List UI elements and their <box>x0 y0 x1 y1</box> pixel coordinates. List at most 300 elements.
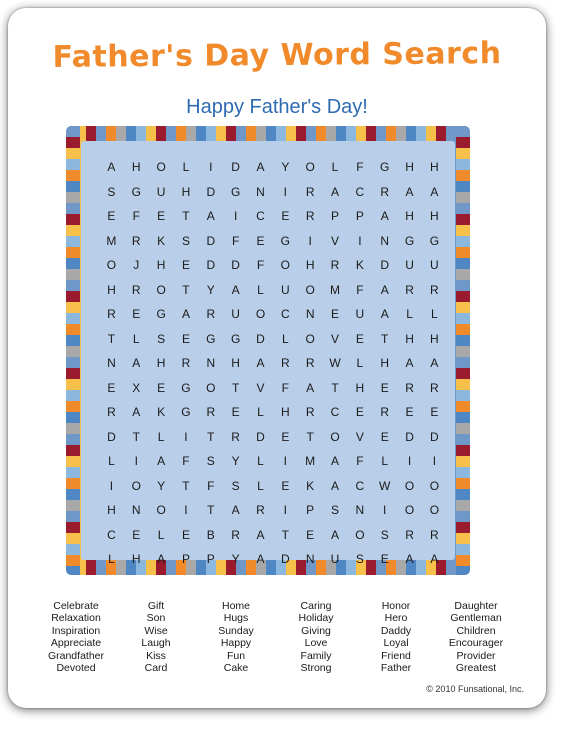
grid-letter: I <box>233 209 238 224</box>
word-item: Grandfather <box>47 649 105 662</box>
grid-letter: L <box>281 331 289 346</box>
grid-letter: V <box>355 429 364 444</box>
grid-letter: O <box>131 478 141 493</box>
grid-letter: T <box>207 503 215 518</box>
grid-letter: E <box>281 478 290 493</box>
word-item: Children <box>456 624 496 637</box>
grid-letter: I <box>283 184 287 199</box>
word-item: Friend <box>381 649 411 662</box>
grid-letter: A <box>430 356 439 371</box>
word-item: Card <box>144 662 168 675</box>
grid-letter: E <box>181 527 190 542</box>
grid-letter: L <box>431 307 438 322</box>
subtitle: Happy Father's Day! <box>186 96 368 118</box>
grid-letter: W <box>329 356 341 371</box>
grid-letter: E <box>331 307 340 322</box>
grid-letter: T <box>107 331 116 346</box>
grid-letter: P <box>355 209 364 224</box>
grid-row <box>99 327 447 352</box>
grid-row <box>99 400 447 425</box>
grid-letter: F <box>256 258 265 273</box>
grid-letter: A <box>132 405 141 420</box>
word-item: Gentleman <box>450 612 502 625</box>
grid-row <box>99 498 447 523</box>
word-item: Love <box>304 637 328 650</box>
grid-letter: I <box>308 233 312 248</box>
grid-letter: E <box>380 552 389 567</box>
grid-letter: C <box>280 307 290 322</box>
word-item: Daughter <box>454 600 498 612</box>
grid-letter: T <box>381 331 389 346</box>
grid-letter: G <box>280 233 290 248</box>
grid-letter: R <box>131 282 141 297</box>
grid-letter: D <box>231 160 240 175</box>
grid-letter: L <box>132 331 140 346</box>
grid-letter: R <box>231 527 240 542</box>
grid-letter: C <box>256 209 265 224</box>
grid-letter: O <box>355 527 365 542</box>
grid-letter: U <box>231 307 240 322</box>
grid-letter: D <box>405 429 414 444</box>
letter-grid <box>99 155 447 572</box>
grid-letter: E <box>430 405 439 420</box>
grid-letter: V <box>256 380 265 395</box>
grid-letter: G <box>404 233 415 248</box>
grid-letter: P <box>306 503 315 518</box>
grid-letter: E <box>107 380 116 395</box>
grid-letter: C <box>107 527 116 542</box>
grid-letter: H <box>355 380 365 395</box>
grid-letter: O <box>429 503 440 518</box>
grid-row <box>99 351 447 376</box>
grid-letter: H <box>380 356 390 371</box>
grid-letter: L <box>182 160 190 175</box>
grid-letter: L <box>257 282 264 297</box>
grid-letter: S <box>157 331 166 346</box>
word-item: Caring <box>300 600 332 612</box>
grid-letter: T <box>231 380 240 395</box>
grid-letter: L <box>356 356 364 371</box>
grid-letter: S <box>107 184 116 199</box>
grid-letter: B <box>206 527 215 542</box>
grid-letter: N <box>131 503 141 518</box>
word-item: Inspiration <box>51 624 101 637</box>
grid-letter: M <box>305 454 316 469</box>
word-column <box>196 600 276 674</box>
grid-letter: A <box>206 209 215 224</box>
grid-letter: O <box>156 160 166 175</box>
grid-letter: M <box>330 282 341 297</box>
word-list <box>36 600 516 674</box>
word-item: Cake <box>223 662 249 675</box>
grid-letter: E <box>231 405 240 420</box>
grid-letter: R <box>305 356 315 371</box>
grid-letter: V <box>331 233 340 248</box>
grid-letter: A <box>132 356 141 371</box>
grid-letter: T <box>281 527 289 542</box>
grid-letter: O <box>404 503 415 518</box>
grid-letter: G <box>206 331 216 346</box>
word-item: Strong <box>300 662 332 675</box>
grid-letter: S <box>355 552 364 567</box>
grid-letter: I <box>283 454 287 469</box>
grid-letter: L <box>157 527 165 542</box>
grid-letter: H <box>430 160 439 175</box>
grid-letter: T <box>331 380 339 395</box>
grid-letter: A <box>231 282 240 297</box>
word-item: Holiday <box>298 612 334 625</box>
grid-letter: F <box>356 454 364 469</box>
grid-letter: T <box>132 429 140 444</box>
grid-letter: O <box>404 478 415 493</box>
word-item: Fun <box>226 649 246 662</box>
word-item: Sunday <box>218 624 254 637</box>
grid-letter: H <box>107 503 116 518</box>
grid-letter: A <box>331 527 340 542</box>
grid-row <box>99 425 447 450</box>
grid-letter: A <box>430 552 439 567</box>
grid-letter: E <box>157 209 166 224</box>
grid-letter: G <box>181 405 191 420</box>
grid-letter: D <box>107 429 116 444</box>
grid-letter: H <box>231 356 240 371</box>
grid-letter: A <box>380 209 389 224</box>
word-item: Daddy <box>380 624 412 637</box>
grid-letter: N <box>305 307 315 322</box>
grid-letter: E <box>355 331 364 346</box>
grid-letter: I <box>358 233 362 248</box>
word-item: Greatest <box>455 662 497 675</box>
grid-letter: A <box>405 356 414 371</box>
grid-letter: H <box>405 331 414 346</box>
grid-letter: O <box>305 160 315 175</box>
grid-row <box>99 376 447 401</box>
grid-letter: H <box>131 552 141 567</box>
grid-letter: F <box>356 160 364 175</box>
grid-letter: H <box>280 405 290 420</box>
grid-letter: A <box>380 282 389 297</box>
word-column <box>36 600 116 674</box>
word-item: Happy <box>220 637 252 650</box>
grid-letter: K <box>355 258 364 273</box>
grid-letter: O <box>429 478 440 493</box>
grid-letter: R <box>206 405 216 420</box>
page-title: Father's Day Word Search <box>52 36 502 75</box>
grid-letter: R <box>380 184 390 199</box>
word-item: Appreciate <box>50 637 102 650</box>
grid-letter: F <box>281 380 289 395</box>
grid-letter: U <box>355 307 365 322</box>
grid-letter: G <box>156 307 166 322</box>
grid-letter: T <box>207 429 215 444</box>
grid-letter: E <box>132 307 141 322</box>
word-item: Loyal <box>383 637 409 650</box>
grid-row <box>99 302 447 327</box>
grid-row <box>99 547 447 572</box>
word-column <box>356 600 436 674</box>
grid-letter: F <box>207 478 215 493</box>
grid-letter: N <box>355 503 365 518</box>
grid-letter: E <box>355 405 364 420</box>
grid-letter: E <box>405 405 414 420</box>
grid-letter: R <box>131 233 141 248</box>
grid-letter: R <box>256 503 265 518</box>
grid-letter: O <box>330 429 340 444</box>
grid-letter: I <box>407 454 412 469</box>
grid-letter: I <box>432 454 437 469</box>
grid-letter: D <box>380 258 390 273</box>
grid-row <box>99 474 447 499</box>
grid-letter: Y <box>231 454 240 469</box>
grid-letter: G <box>131 184 141 199</box>
grid-letter: H <box>430 209 439 224</box>
grid-letter: I <box>109 478 114 493</box>
grid-letter: A <box>157 454 166 469</box>
grid-letter: T <box>182 209 190 224</box>
grid-letter: G <box>230 184 241 199</box>
grid-letter: H <box>156 258 166 273</box>
grid-letter: Y <box>206 282 215 297</box>
grid-letter: L <box>108 552 115 567</box>
grid-letter: H <box>305 258 315 273</box>
grid-letter: E <box>107 209 116 224</box>
grid-letter: F <box>182 454 190 469</box>
grid-letter: D <box>280 552 290 567</box>
grid-letter: H <box>405 160 414 175</box>
grid-letter: C <box>355 478 365 493</box>
word-item: Kiss <box>146 649 166 662</box>
grid-letter: R <box>430 380 439 395</box>
grid-letter: H <box>430 331 439 346</box>
grid-letter: R <box>107 307 116 322</box>
word-item: Devoted <box>56 662 96 675</box>
grid-letter: T <box>182 478 190 493</box>
grid-letter: A <box>430 184 439 199</box>
grid-letter: C <box>330 405 340 420</box>
grid-letter: S <box>231 478 240 493</box>
grid-letter: Y <box>281 160 290 175</box>
grid-letter: Y <box>157 478 166 493</box>
grid-letter: H <box>405 209 414 224</box>
grid-letter: L <box>108 454 115 469</box>
grid-letter: D <box>430 429 439 444</box>
grid-letter: C <box>355 184 365 199</box>
grid-letter: K <box>157 233 166 248</box>
grid-letter: R <box>330 258 340 273</box>
grid-letter: U <box>280 282 290 297</box>
grid-letter: S <box>380 527 389 542</box>
word-column <box>436 600 516 674</box>
grid-letter: A <box>181 307 190 322</box>
grid-letter: E <box>132 527 141 542</box>
word-item: Laugh <box>141 637 171 650</box>
grid-letter: A <box>405 184 414 199</box>
grid-letter: F <box>231 233 240 248</box>
word-item: Hugs <box>223 612 249 625</box>
word-column <box>116 600 196 674</box>
grid-letter: H <box>156 356 166 371</box>
word-item: Celebrate <box>53 600 99 612</box>
grid-row <box>99 204 447 229</box>
grid-letter: G <box>380 160 390 175</box>
grid-letter: D <box>231 258 240 273</box>
grid-letter: I <box>283 503 287 518</box>
grid-letter: E <box>256 233 265 248</box>
grid-letter: L <box>381 454 389 469</box>
grid-letter: E <box>380 380 389 395</box>
grid-letter: J <box>133 258 140 273</box>
grid-letter: D <box>206 184 216 199</box>
word-item: Provider <box>456 649 496 662</box>
grid-row <box>99 155 447 180</box>
grid-letter: N <box>380 233 390 248</box>
word-item: Wise <box>144 624 168 637</box>
grid-letter: P <box>181 552 190 567</box>
grid-letter: K <box>157 405 166 420</box>
grid-letter: O <box>206 380 216 395</box>
grid-letter: L <box>406 307 413 322</box>
grid-letter: U <box>405 258 414 273</box>
grid-letter: K <box>306 478 315 493</box>
grid-letter: S <box>331 503 340 518</box>
grid-letter: O <box>280 258 290 273</box>
grid-row <box>99 278 447 303</box>
grid-row <box>99 523 447 548</box>
word-column <box>276 600 356 674</box>
grid-letter: D <box>256 331 265 346</box>
grid-letter: A <box>331 478 340 493</box>
grid-letter: I <box>184 503 188 518</box>
grid-letter: U <box>330 552 340 567</box>
grid-letter: U <box>156 184 166 199</box>
grid-letter: R <box>430 527 439 542</box>
grid-letter: L <box>257 478 264 493</box>
grid-letter: R <box>380 405 390 420</box>
word-item: Father <box>380 662 412 675</box>
grid-row <box>99 180 447 205</box>
grid-letter: D <box>206 258 216 273</box>
grid-letter: A <box>256 527 265 542</box>
grid-letter: H <box>181 184 191 199</box>
grid-letter: R <box>107 405 116 420</box>
grid-letter: O <box>156 503 166 518</box>
grid-letter: E <box>281 209 290 224</box>
grid-letter: U <box>430 258 439 273</box>
grid-letter: R <box>405 282 414 297</box>
grid-letter: O <box>305 331 315 346</box>
grid-letter: L <box>257 454 264 469</box>
grid-letter: A <box>331 454 340 469</box>
word-item: Hero <box>384 612 408 625</box>
grid-letter: F <box>132 209 140 224</box>
grid-letter: H <box>131 160 141 175</box>
grid-letter: X <box>132 380 141 395</box>
grid-letter: Y <box>231 552 240 567</box>
copyright: © 2010 Funsational, Inc. <box>426 684 524 694</box>
grid-letter: N <box>256 184 265 199</box>
grid-letter: R <box>231 429 240 444</box>
grid-row <box>99 253 447 278</box>
word-item: Gift <box>147 600 165 612</box>
grid-letter: E <box>306 527 315 542</box>
grid-letter: A <box>256 160 265 175</box>
grid-letter: L <box>331 160 339 175</box>
grid-letter: S <box>181 233 190 248</box>
grid-row <box>99 229 447 254</box>
grid-letter: R <box>181 356 191 371</box>
grid-letter: A <box>231 503 240 518</box>
word-item: Honor <box>381 600 411 612</box>
grid-letter: A <box>331 184 340 199</box>
grid-letter: I <box>184 429 188 444</box>
grid-letter: I <box>209 160 213 175</box>
grid-letter: O <box>305 282 315 297</box>
word-item: Relaxation <box>51 612 101 625</box>
grid-letter: L <box>157 429 165 444</box>
grid-letter: R <box>305 184 315 199</box>
grid-letter: T <box>306 429 314 444</box>
grid-letter: N <box>206 356 216 371</box>
grid-letter: E <box>380 429 389 444</box>
grid-letter: O <box>106 258 117 273</box>
grid-letter: R <box>405 527 414 542</box>
grid-letter: F <box>356 282 364 297</box>
grid-letter: I <box>383 503 387 518</box>
grid-letter: G <box>429 233 440 248</box>
grid-row <box>99 449 447 474</box>
grid-letter: A <box>405 552 414 567</box>
word-item: Home <box>221 600 250 612</box>
word-item: Encourager <box>448 637 504 650</box>
grid-letter: W <box>379 478 391 493</box>
grid-letter: P <box>206 552 215 567</box>
grid-letter: R <box>305 405 315 420</box>
grid-letter: G <box>181 380 191 395</box>
grid-letter: R <box>280 356 290 371</box>
grid-letter: E <box>181 258 190 273</box>
word-item: Giving <box>301 624 331 637</box>
grid-letter: N <box>107 356 116 371</box>
grid-letter: A <box>256 356 265 371</box>
grid-letter: E <box>181 331 190 346</box>
grid-letter: V <box>331 331 340 346</box>
grid-letter: O <box>156 282 166 297</box>
grid-letter: A <box>306 380 315 395</box>
grid-letter: M <box>106 233 117 248</box>
word-item: Son <box>146 612 166 625</box>
grid-letter: A <box>157 552 166 567</box>
grid-letter: S <box>206 454 215 469</box>
grid-letter: E <box>157 380 166 395</box>
grid-letter: A <box>256 552 265 567</box>
grid-letter: A <box>380 307 389 322</box>
grid-letter: D <box>256 429 265 444</box>
grid-letter: O <box>255 307 266 322</box>
grid-letter: R <box>305 209 315 224</box>
grid-letter: P <box>331 209 340 224</box>
grid-letter: R <box>405 380 414 395</box>
word-item: Family <box>300 649 332 662</box>
grid-letter: D <box>206 233 216 248</box>
grid-letter: A <box>107 160 116 175</box>
grid-letter: I <box>134 454 138 469</box>
grid-letter: G <box>230 331 241 346</box>
grid-letter: H <box>107 282 116 297</box>
grid-letter: L <box>257 405 264 420</box>
grid-letter: T <box>182 282 190 297</box>
grid-letter: R <box>430 282 439 297</box>
grid-letter: N <box>305 552 315 567</box>
